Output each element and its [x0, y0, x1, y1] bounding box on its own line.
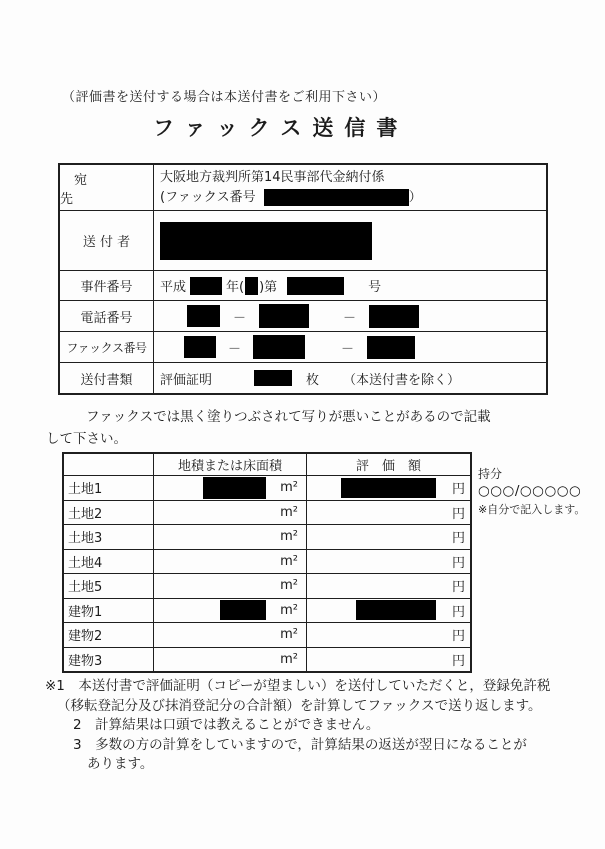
unit-m2: m² — [280, 529, 298, 545]
dash: － — [343, 310, 357, 326]
redaction-bar — [245, 277, 258, 295]
recipient-row — [60, 165, 546, 210]
value-cell — [307, 599, 470, 623]
area-cell — [154, 574, 307, 598]
sender-row — [60, 210, 546, 270]
notice-line-1: ファックスでは黒く塗りつぶされて写りが悪いことがあるので記載 — [86, 409, 491, 425]
unit-m2: m² — [280, 627, 298, 643]
exclusion-note: （本送付書を除く） — [343, 372, 461, 388]
unit-yen: 円 — [451, 604, 465, 620]
footnote-1b: （移転登記分及び抹消登記分の合計額）を計算してファックスで送り返します。 — [57, 697, 542, 714]
recipient-fax-label: (ファックス番号 — [160, 189, 256, 205]
row-label: 土地2 — [64, 501, 154, 525]
table-row-land4 — [64, 549, 470, 574]
phone-number-label: 電話番号 — [60, 301, 154, 331]
footnote-3b: あります。 — [87, 756, 154, 772]
redaction-bar — [287, 277, 344, 295]
dai-text: )第 — [259, 280, 278, 295]
fax-number-label: ファックス番号 — [60, 332, 154, 362]
table-row-land1 — [64, 475, 470, 500]
value-cell — [307, 623, 470, 647]
recipient-fax-close: ） — [408, 189, 422, 205]
unit-m2: m² — [280, 504, 298, 520]
area-cell — [154, 599, 307, 623]
unit-m2: m² — [280, 553, 298, 569]
table-row-building2 — [64, 622, 470, 647]
unit-yen: 円 — [451, 555, 465, 571]
unit-m2: m² — [280, 602, 298, 618]
case-number-content — [154, 271, 546, 300]
redaction-bar — [369, 305, 419, 328]
recipient-fax-line — [160, 188, 422, 208]
redaction-bar — [253, 335, 305, 359]
fax-number-content — [154, 332, 546, 362]
share-label: 持分 — [478, 467, 503, 481]
sheets-unit-text: 枚 — [306, 372, 320, 388]
redaction-bar — [203, 477, 266, 499]
table-row-land2 — [64, 500, 470, 525]
fax-number-row — [60, 331, 546, 362]
value-cell — [307, 574, 470, 598]
redaction-bar — [356, 600, 436, 620]
redaction-bar — [254, 370, 292, 386]
redaction-bar — [187, 305, 220, 327]
row-label: 土地4 — [64, 550, 154, 574]
header-table — [58, 163, 548, 395]
footnote-1a: ※1 本送付書で評価証明（コピーが望ましい）を送付していただくと，登録免許税 — [45, 678, 551, 694]
row-label: 土地1 — [64, 476, 154, 500]
area-cell — [154, 501, 307, 525]
share-placeholder: ○○○/○○○○○ — [478, 483, 582, 499]
era-text: 平成 — [160, 280, 187, 295]
unit-yen: 円 — [451, 653, 465, 669]
redaction-bar — [160, 222, 372, 260]
unit-yen: 円 — [451, 531, 465, 547]
recipient-name: 大阪地方裁判所第14民事部代金納付係 — [160, 169, 385, 185]
unit-yen: 円 — [451, 506, 465, 522]
footnotes — [45, 677, 580, 775]
row-label: 土地5 — [64, 574, 154, 598]
sender-content — [154, 211, 546, 270]
footnote-2: 2 計算結果は口頭では教えることができません。 — [73, 717, 380, 733]
usage-note: （評価書を送付する場合は本送付書をご利用下さい） — [62, 90, 387, 105]
table-row-building1 — [64, 598, 470, 623]
unit-m2: m² — [280, 480, 298, 496]
redaction-bar — [367, 336, 415, 359]
dash: － — [228, 341, 242, 357]
area-cell — [154, 623, 307, 647]
table-header-row — [64, 454, 470, 475]
doc-type-text: 評価証明 — [160, 372, 213, 388]
unit-m2: m² — [280, 578, 298, 594]
header-blank-cell — [64, 454, 154, 475]
redaction-bar — [264, 189, 409, 206]
unit-yen: 円 — [451, 482, 465, 498]
table-row-land5 — [64, 573, 470, 598]
footnote-3a: 3 多数の方の計算をしていますので，計算結果の返送が翌日になることが — [73, 736, 527, 753]
redaction-bar — [190, 277, 222, 295]
table-row-building3 — [64, 647, 470, 672]
redaction-bar — [259, 304, 309, 328]
redaction-bar — [341, 478, 436, 498]
table-row-land3 — [64, 524, 470, 549]
value-cell — [307, 476, 470, 500]
row-label: 土地3 — [64, 525, 154, 549]
dash: － — [341, 341, 355, 357]
recipient-content — [154, 165, 546, 210]
area-cell — [154, 550, 307, 574]
unit-yen: 円 — [451, 580, 465, 596]
area-cell — [154, 476, 307, 500]
value-cell — [307, 525, 470, 549]
redaction-bar — [184, 336, 216, 358]
documents-content — [154, 363, 546, 393]
dash: － — [233, 310, 247, 326]
blackout-notice — [46, 406, 491, 450]
go-text: 号 — [368, 280, 382, 295]
row-label: 建物3 — [64, 648, 154, 672]
case-number-row — [60, 270, 546, 300]
area-cell — [154, 525, 307, 549]
sender-label: 送 付 者 — [60, 211, 154, 270]
row-label: 建物2 — [64, 623, 154, 647]
unit-m2: m² — [280, 651, 298, 667]
case-number-label: 事件番号 — [60, 271, 154, 300]
share-annotation — [478, 466, 585, 518]
header-value: 評 価 額 — [355, 459, 421, 474]
recipient-label: 宛 先 — [60, 165, 154, 210]
documents-row — [60, 362, 546, 393]
value-cell — [307, 648, 470, 672]
notice-line-2: して下さい。 — [46, 431, 127, 447]
area-cell — [154, 648, 307, 672]
year-open-text: 年( — [226, 280, 245, 295]
row-label: 建物1 — [64, 599, 154, 623]
phone-number-content — [154, 301, 546, 331]
header-area: 地積または床面積 — [154, 454, 307, 475]
unit-yen: 円 — [451, 629, 465, 645]
value-cell — [307, 501, 470, 525]
share-instruction: ※自分で記入します。 — [478, 503, 586, 516]
documents-label: 送付書類 — [60, 363, 154, 393]
value-cell — [307, 550, 470, 574]
page-title: ファックス送信書 — [153, 116, 409, 140]
phone-number-row — [60, 300, 546, 331]
property-table — [62, 452, 472, 673]
redaction-bar — [220, 600, 266, 620]
